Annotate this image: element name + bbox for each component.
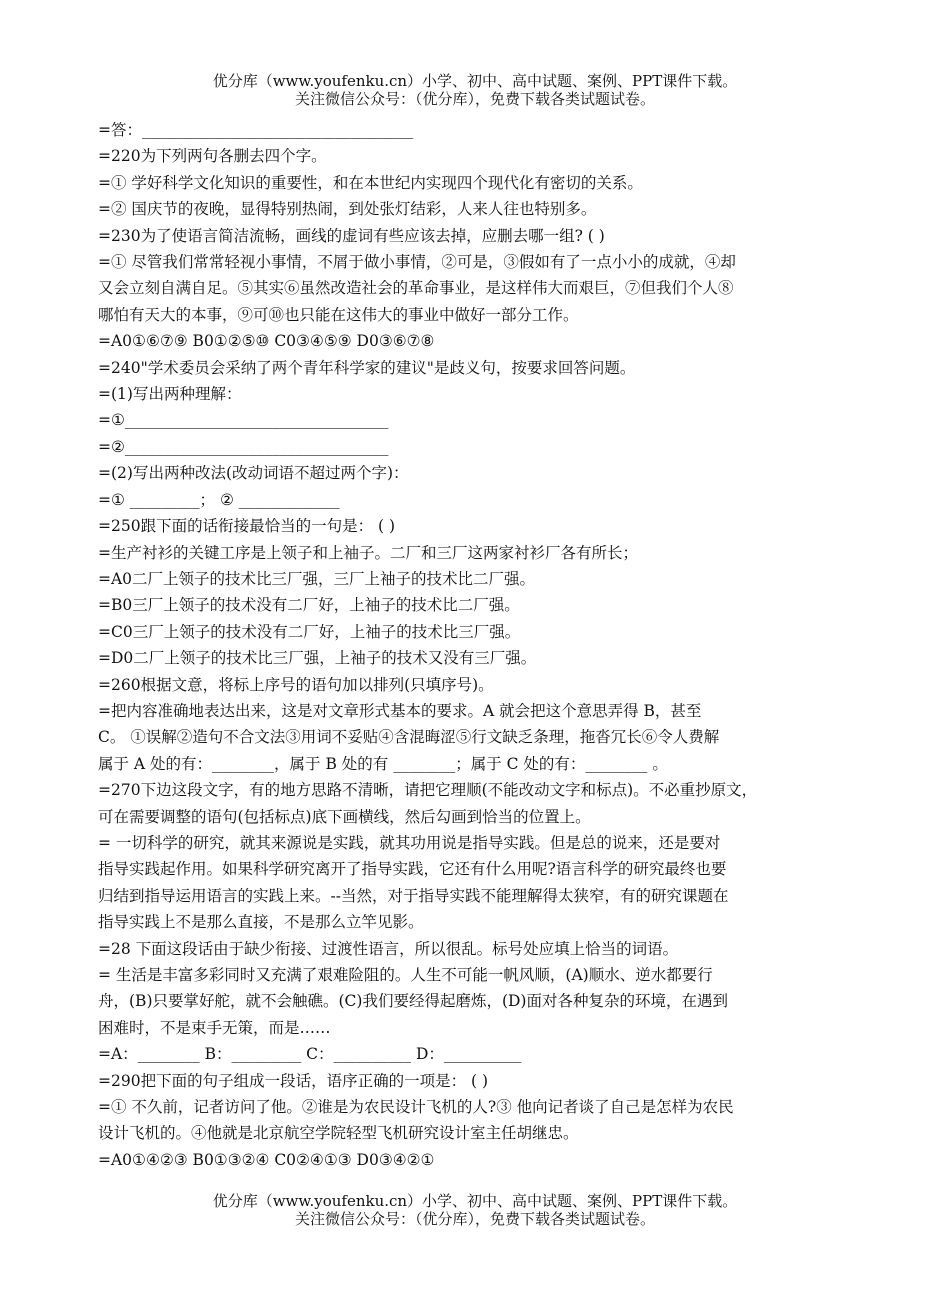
text-line: =A：________ B：_________ C：__________ D：__________ — [98, 1045, 522, 1064]
text-line: =① 不久前，记者访问了他。②谁是为农民设计飞机的人?③ 他向记者谈了自己是怎样为农民 — [98, 1098, 734, 1117]
text-line: C。 ①误解②造句不合文法③用词不妥贴④含混晦涩⑤行文缺乏条理，拖沓冗长⑥令人费解 — [98, 728, 720, 747]
text-line: 舟，(B)只要掌好舵，就不会触礁。(C)我们要经得起磨炼，(D)面对各种复杂的环境，在遇到 — [98, 992, 728, 1011]
text-line: =270下边这段文字，有的地方思路不清晰，请把它理顺(不能改动文字和标点)。不必重抄原文， — [98, 781, 758, 800]
text-line: =220为下列两句各删去四个字。 — [98, 147, 327, 166]
text-line: =(2)写出两种改法(改动词语不超过两个字)： — [98, 464, 409, 483]
text-line: 指导实践起作用。如果科学研究离开了指导实践，它还有什么用呢?语言科学的研究最终也要 — [98, 860, 727, 879]
text-line: =答：___________________________________ — [98, 121, 414, 139]
text-line: = 生活是丰富多彩同时又充满了艰难险阻的。人生不可能一帆风顺，(A)顺水、逆水都要行 — [98, 966, 713, 984]
footer-line-2: 关注微信公众号：（优分库），免费下载各类试题试卷。 — [294, 1210, 655, 1228]
text-line: 哪怕有天大的本事，⑨可⑩也只能在这伟大的事业中做好一部分工作。 — [98, 305, 579, 324]
page-header — [0, 72, 950, 108]
text-line: =① 尽管我们常常轻视小事情，不屑于做小事情，②可是，③假如有了一点小小的成就，④却 — [98, 253, 736, 272]
text-line: =C0三厂上领子的技术没有二厂好，上袖子的技术比三厂强。 — [98, 622, 521, 641]
text-line: =把内容准确地表达出来，这是对文章形式基本的要求。A 就会把这个意思弄得 B，甚至 — [98, 701, 702, 720]
text-line: =(1)写出两种理解： — [98, 385, 242, 404]
page-footer — [0, 1192, 950, 1228]
text-line: = 一切科学的研究，就其来源说是实践，就其功用说是指导实践。但是总的说来，还是要对 — [98, 833, 721, 852]
text-line: =①__________________________________ — [98, 411, 389, 430]
text-line: 指导实践上不是那么直接，不是那么立竿见影。 — [98, 913, 424, 932]
text-line: 属于 A 处的有：________，属于 B 处的有 ________；属于 C 处的有：________ 。 — [98, 754, 668, 773]
header-line-2: 关注微信公众号：（优分库），免费下载各类试题试卷。 — [294, 90, 655, 108]
text-line: =② 国庆节的夜晚，显得特别热闹，到处张灯结彩，人来人往也特别多。 — [98, 200, 597, 219]
text-line: 可在需要调整的语句(包括标点)底下画横线，然后勾画到恰当的位置上。 — [98, 807, 591, 826]
text-line: =28 下面这段话由于缺少衔接、过渡性语言，所以很乱。标号处应填上恰当的词语。 — [98, 939, 679, 958]
text-line: =240"学术委员会采纳了两个青年科学家的建议"是歧义句，按要求回答问题。 — [98, 358, 636, 377]
text-line: =A0①⑥⑦⑨ B0①②⑤⑩ C0③④⑤⑨ D0③⑥⑦⑧ — [98, 332, 435, 351]
text-line: =① 学好科学文化知识的重要性，和在本世纪内实现四个现代化有密切的关系。 — [98, 173, 643, 192]
text-line: 又会立刻自满自足。⑤其实⑥虽然改造社会的革命事业，是这样伟大而艰巨，⑦但我们个人⑧ — [98, 279, 734, 298]
text-line: =260根据文意，将标上序号的语句加以排列(只填序号)。 — [98, 675, 494, 694]
text-line: =A0二厂上领子的技术比三厂强，三厂上袖子的技术比二厂强。 — [98, 569, 536, 588]
text-line: =230为了使语言简洁流畅，画线的虚词有些应该去掉，应删去哪一组? ( ) — [98, 226, 605, 245]
text-line: =②__________________________________ — [98, 437, 389, 456]
text-line: 归结到指导运用语言的实践上来。--当然，对于指导实践不能理解得太狭窄，有的研究课题在 — [98, 886, 729, 905]
text-line: 设计飞机的。④他就是北京航空学院轻型飞机研究设计室主任胡继忠。 — [98, 1124, 579, 1143]
text-line: =250跟下面的话衔接最恰当的一句是： ( ) — [98, 517, 396, 536]
header-line-1: 优分库（www.youfenku.cn）小学、初中、高中试题、案例、PPT课件下载。 — [212, 72, 738, 90]
text-line: =A0①④②③ B0①③②④ C0②④①③ D0③④②① — [98, 1150, 435, 1169]
text-line: =生产衬衫的关键工序是上领子和上袖子。二厂和三厂这两家衬衫厂各有所长； — [98, 543, 638, 562]
document-body — [98, 117, 850, 1173]
text-line: 困难时，不是束手无策，而是…… — [98, 1018, 331, 1037]
text-line: =D0二厂上领子的技术比三厂强，上袖子的技术又没有三厂强。 — [98, 649, 537, 668]
text-line: =① _________； ② _____________ — [98, 490, 340, 509]
text-line: =290把下面的句子组成一段话，语序正确的一项是： ( ) — [98, 1071, 489, 1090]
footer-line-1: 优分库（www.youfenku.cn）小学、初中、高中试题、案例、PPT课件下载。 — [212, 1192, 738, 1210]
text-line: =B0三厂上领子的技术没有二厂好，上袖子的技术比二厂强。 — [98, 596, 520, 615]
